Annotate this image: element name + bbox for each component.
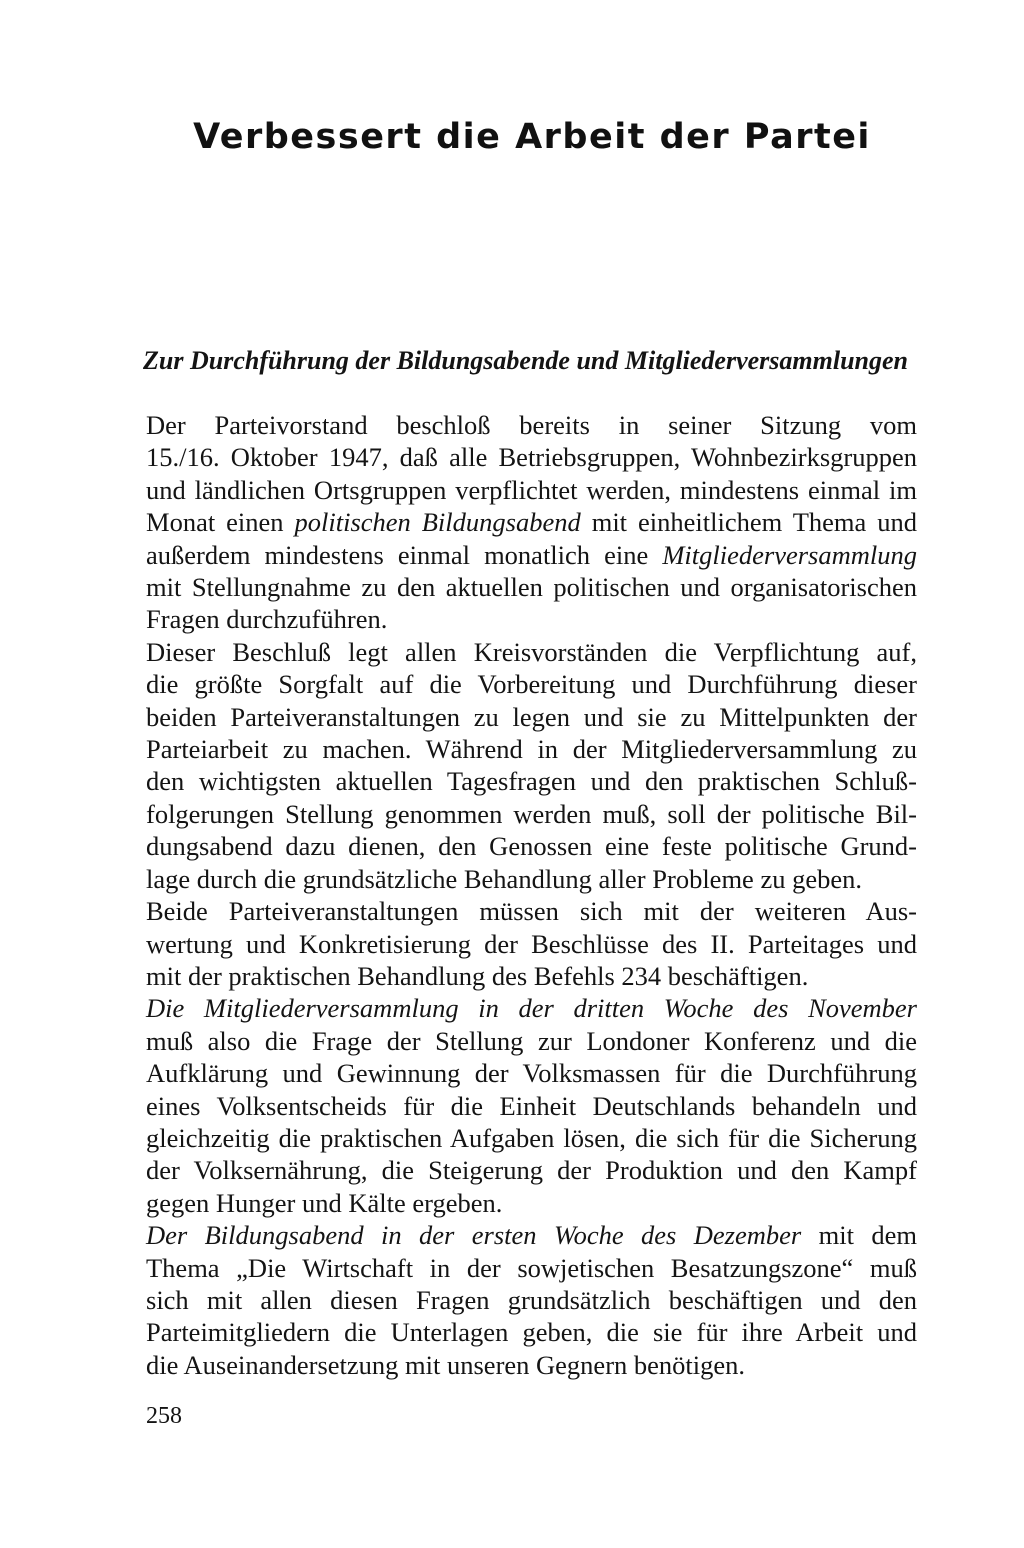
text-line [146,1252,917,1284]
chapter-title: Verbessert die Arbeit der Partei [193,117,871,157]
italic-text: politischen Bildungsabend [294,507,581,538]
paragraph [146,992,917,1219]
text-run: mit dem [801,1220,918,1251]
text-line [146,636,917,668]
text-run: mit Stellungnahme zu den aktuellen politischen und organisatorischen [146,572,917,603]
text-line [146,1284,917,1316]
text-line [146,571,917,603]
text-line [146,863,917,895]
text-run: sich mit allen diesen Fragen grundsätzlich beschäftigen und den [146,1284,917,1315]
italic-text: Die Mitgliederversammlung in der dritten Woche des November [146,993,917,1024]
text-line [146,1025,917,1057]
text-run: der Volksernährung, die Steigerung der Produktion und den Kampf [146,1155,917,1186]
text-line [146,701,917,733]
paragraph [146,1219,917,1381]
text-line [146,1316,917,1348]
text-line [146,1219,917,1251]
text-run: lage durch die grundsätzliche Behandlung aller Probleme zu geben. [146,863,862,894]
text-run: den wichtigsten aktuellen Tagesfragen und den praktischen Schluß- [146,766,917,797]
text-line [146,539,917,571]
paragraph [146,895,917,992]
text-run: folgerungen Stellung genommen werden muß, soll der politische Bil- [146,798,917,829]
text-run: Beide Parteiveranstaltungen müssen sich mit der weiteren Aus- [146,896,917,927]
text-run: die größte Sorgfalt auf die Vorbereitung und Durchführung dieser [146,669,917,700]
text-line [146,830,917,862]
text-run: mit der praktischen Behandlung des Befehls 234 beschäftigen. [146,960,809,991]
text-run: Parteiarbeit zu machen. Während in der Mitgliederversammlung zu [146,734,917,765]
paragraph [146,409,917,636]
text-run: gleichzeitig die praktischen Aufgaben lösen, die sich für die Sicherung [146,1122,917,1153]
text-line [146,765,917,797]
text-run: und ländlichen Ortsgruppen verpflichtet werden, mindestens einmal im [146,474,917,505]
text-run: Aufklärung und Gewinnung der Volksmassen für die Durchführung [146,1058,917,1089]
text-run: außerdem mindestens einmal monatlich eine [146,539,663,570]
section-subtitle: Zur Durchführung der Bildungsabende und Mitgliederversammlungen [143,346,908,375]
text-line [146,474,917,506]
text-line [146,798,917,830]
text-run: beiden Parteiveranstaltungen zu legen und sie zu Mittelpunkten der [146,701,917,732]
paragraph [146,636,917,895]
text-line [146,668,917,700]
text-run: dungsabend dazu dienen, den Genossen eine feste politische Grund- [146,831,917,862]
text-line [146,1154,917,1186]
text-run: wertung und Konkretisierung der Beschlüsse des II. Parteitages und [146,928,917,959]
text-line [146,1090,917,1122]
text-line [146,992,917,1024]
text-line [146,1057,917,1089]
text-line [146,603,917,635]
text-run: die Auseinandersetzung mit unseren Gegnern benötigen. [146,1349,746,1380]
text-line [146,960,917,992]
text-run: Parteimitgliedern die Unterlagen geben, die sie für ihre Arbeit und [146,1317,917,1348]
text-run: gegen Hunger und Kälte ergeben. [146,1187,503,1218]
text-line [146,1187,917,1219]
text-run: muß also die Frage der Stellung zur Londoner Konferenz und die [146,1025,917,1056]
italic-text: Der Bildungsabend in der ersten Woche des Dezember [146,1220,802,1251]
text-line [146,733,917,765]
text-run: 15./16. Oktober 1947, daß alle Betriebsgruppen, Wohnbezirksgruppen [146,442,917,473]
italic-text: Mitgliederversammlung [662,539,917,570]
text-run: eines Volksentscheids für die Einheit Deutschlands behandeln und [146,1090,917,1121]
page-number: 258 [146,1403,182,1429]
text-line [146,1122,917,1154]
text-line [146,506,917,538]
text-run: Dieser Beschluß legt allen Kreisvorständen die Verpflichtung auf, [146,636,917,667]
text-run: Thema „Die Wirtschaft in der sowjetischen Besatzungszone“ muß [146,1252,917,1283]
text-run: mit einheitlichem Thema und [580,507,918,538]
text-run: Fragen durchzuführen. [146,604,388,635]
text-line [146,1349,917,1381]
text-line [146,409,917,441]
text-line [146,895,917,927]
text-line [146,928,917,960]
text-run: Monat einen [146,507,295,538]
text-run: Der Parteivorstand beschloß bereits in seiner Sitzung vom [146,410,917,440]
body-text [146,409,917,1381]
text-line [146,441,917,473]
